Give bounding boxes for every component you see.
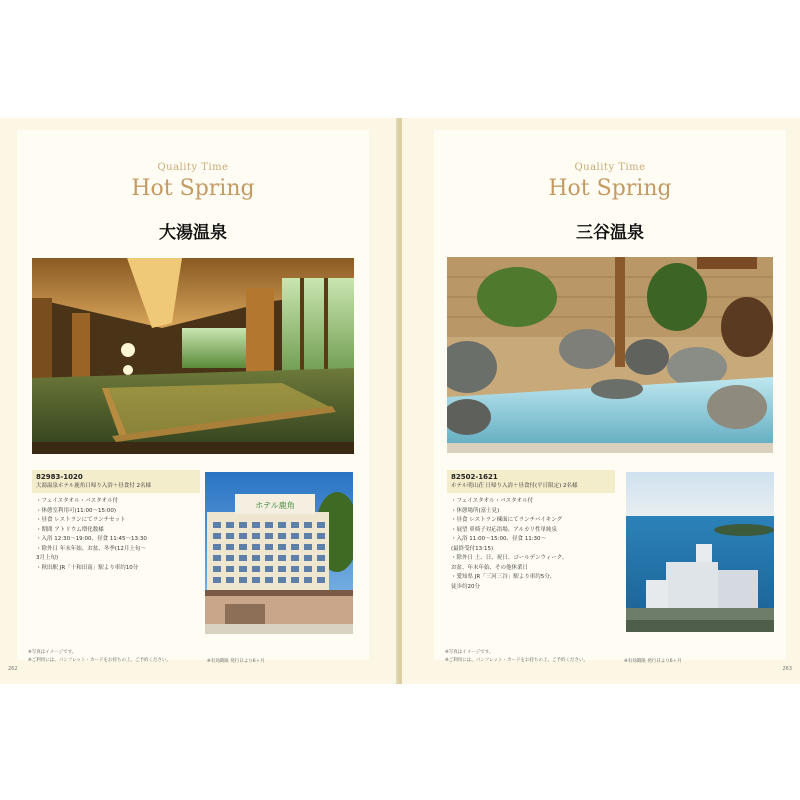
left-page: [0, 118, 398, 684]
detail-line: 徒歩約20分: [451, 583, 480, 590]
detail-line: ・フェイスタオル・バスタオル付: [36, 498, 119, 504]
hot-spring-heading: Hot Spring: [548, 176, 672, 201]
detail-line: ・休憩場所(富士見): [451, 507, 500, 514]
detail-line: ・昼食 レストランにてランチセット: [36, 517, 126, 523]
detail-line: ・フェイスタオル・バスタオル付: [451, 498, 534, 504]
detail-line: ・昼食 レストラン棟面にてランチバイキング: [451, 517, 563, 523]
footnote-image-notice: ※写真はイメージです。: [28, 650, 77, 655]
quality-time-tagline: Quality Time: [157, 162, 229, 173]
detail-line: ・入浴 11:00〜15:00、昼食 11:30〜: [451, 536, 547, 542]
detail-line: ・期間 アトリウム増化数様: [36, 526, 104, 533]
product-code: 82502-1621: [451, 473, 498, 481]
detail-line: ・展望 車椅子対応浴場、アルカリ性単純泉: [451, 526, 558, 533]
plan-info: [447, 470, 615, 592]
course-name: 大湯温泉ホテル鹿角日帰り入浴＋昼食付 2名様: [36, 483, 151, 489]
detail-line: ・愛知県 JR「三河三谷」駅より車約5分、: [451, 574, 556, 580]
plan-details: [447, 497, 615, 592]
hotel-sign: ホテル鹿角: [255, 501, 295, 510]
onsen-title: 三谷温泉: [576, 223, 644, 243]
detail-line: ・秋田駅 JR「十和田南」駅より車約10分: [36, 564, 139, 571]
onsen-title: 大湯温泉: [159, 223, 227, 243]
footnote-reservation: ※ご利用には、パンフレット・カードをお持ちの上、ご予約ください。: [28, 658, 172, 663]
right-page: [402, 118, 800, 684]
footnote-validity: ※有効期限 発行日より6ヶ月: [624, 659, 682, 664]
page-number: 263: [782, 666, 792, 672]
plan-code-bar: [447, 470, 615, 493]
hot-spring-heading: Hot Spring: [131, 176, 255, 201]
detail-line: お盆、年末年始、その他休業日: [451, 564, 529, 571]
footnote-image-notice: ※写真はイメージです。: [445, 650, 494, 655]
course-name: ホテル明山荘 日帰り入浴＋昼食付(平日限定) 2名様: [451, 483, 578, 489]
detail-line: ・休憩室利用可(11:00〜15:00): [36, 507, 116, 514]
detail-line: ・除外日 年末年始、お盆、冬季(12月上旬〜: [36, 545, 146, 552]
catalog-spread: [0, 118, 800, 684]
outdoor-bath-photo: [447, 257, 773, 453]
detail-line: ・入浴 12:30〜19:00、昼食 11:45〜13:30: [36, 536, 147, 542]
left-page-panel: [17, 130, 369, 664]
footnote-reservation: ※ご利用には、パンフレット・カードをお持ちの上、ご予約ください。: [445, 658, 589, 663]
footnote-validity: ※有効期限 発行日より6ヶ月: [207, 659, 265, 664]
quality-time-tagline: Quality Time: [574, 162, 646, 173]
plan-code-bar: [32, 470, 200, 493]
right-page-panel: [434, 130, 786, 664]
detail-line: ・除外日 土、日、祝日、ゴールデンウィーク、: [451, 555, 568, 561]
detail-line: 3月上旬): [36, 555, 59, 561]
indoor-bath-photo: [32, 258, 354, 454]
plan-info: [32, 470, 200, 573]
seaside-hotel-photo: [626, 472, 774, 632]
page-number: 262: [8, 666, 18, 672]
product-code: 82983-1020: [36, 473, 83, 481]
hotel-building-photo: [205, 472, 353, 634]
plan-details: [32, 497, 200, 573]
detail-line: (最終受付13:15): [451, 545, 494, 552]
